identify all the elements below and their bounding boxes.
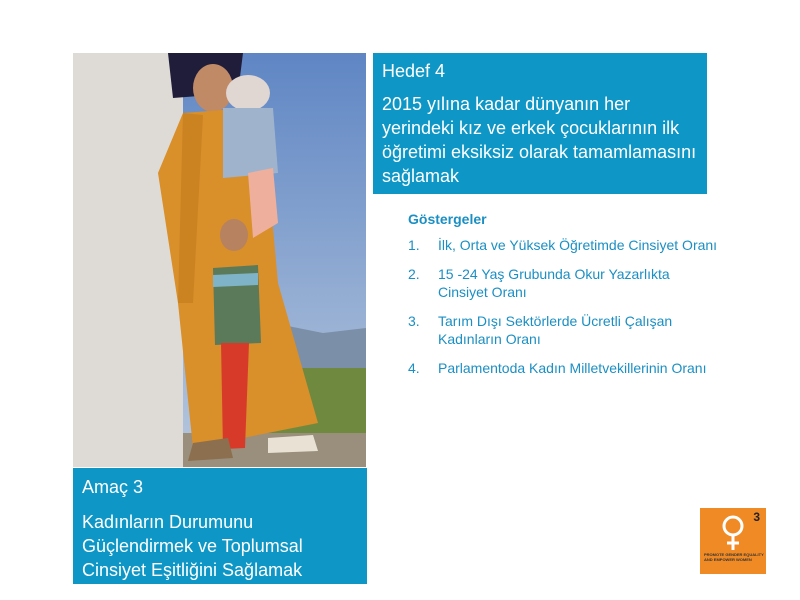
list-item-text: Tarım Dışı Sektörlerde Ücretli Çalışan Kadınların Oranı [438,313,673,347]
indicators-title: Göstergeler [408,211,487,227]
logo-caption: PROMOTE GENDER EQUALITY AND EMPOWER WOMEN [704,552,764,562]
list-item [408,359,718,377]
list-item [408,236,718,254]
list-item-text: 15 -24 Yaş Grubunda Okur Yazarlıkta Cinsiyet Oranı [438,266,670,300]
target-title: Hedef 4 [382,61,446,81]
list-item [408,265,718,301]
indicators-section [408,211,718,388]
list-item-number: 3. [408,313,420,329]
target-text: 2015 yılına kadar dünyanın her yerindeki kız ve erkek çocuklarının ilk öğretimi eksiksiz olarak tamamlamasını sağlamak [382,94,697,186]
photo-woman-and-child [73,53,366,467]
indicators-list [408,236,718,377]
target-box [373,53,707,194]
goal-text: Kadınların Durumunu Güçlendirmek ve Toplumsal Cinsiyet Eşitliğini Sağlamak [82,512,303,580]
list-item-text: Parlamentoda Kadın Milletvekillerinin Oranı [438,360,707,376]
goal-box [73,468,367,584]
female-symbol-icon [718,514,748,557]
logo-number: 3 [753,510,760,524]
list-item-number: 4. [408,360,420,376]
list-item-number: 2. [408,266,420,282]
list-item [408,312,718,348]
mdg-goal-logo [700,508,766,574]
list-item-number: 1. [408,237,420,253]
list-item-text: İlk, Orta ve Yüksek Öğretimde Cinsiyet Oranı [438,237,718,253]
goal-title: Amaç 3 [82,477,144,497]
